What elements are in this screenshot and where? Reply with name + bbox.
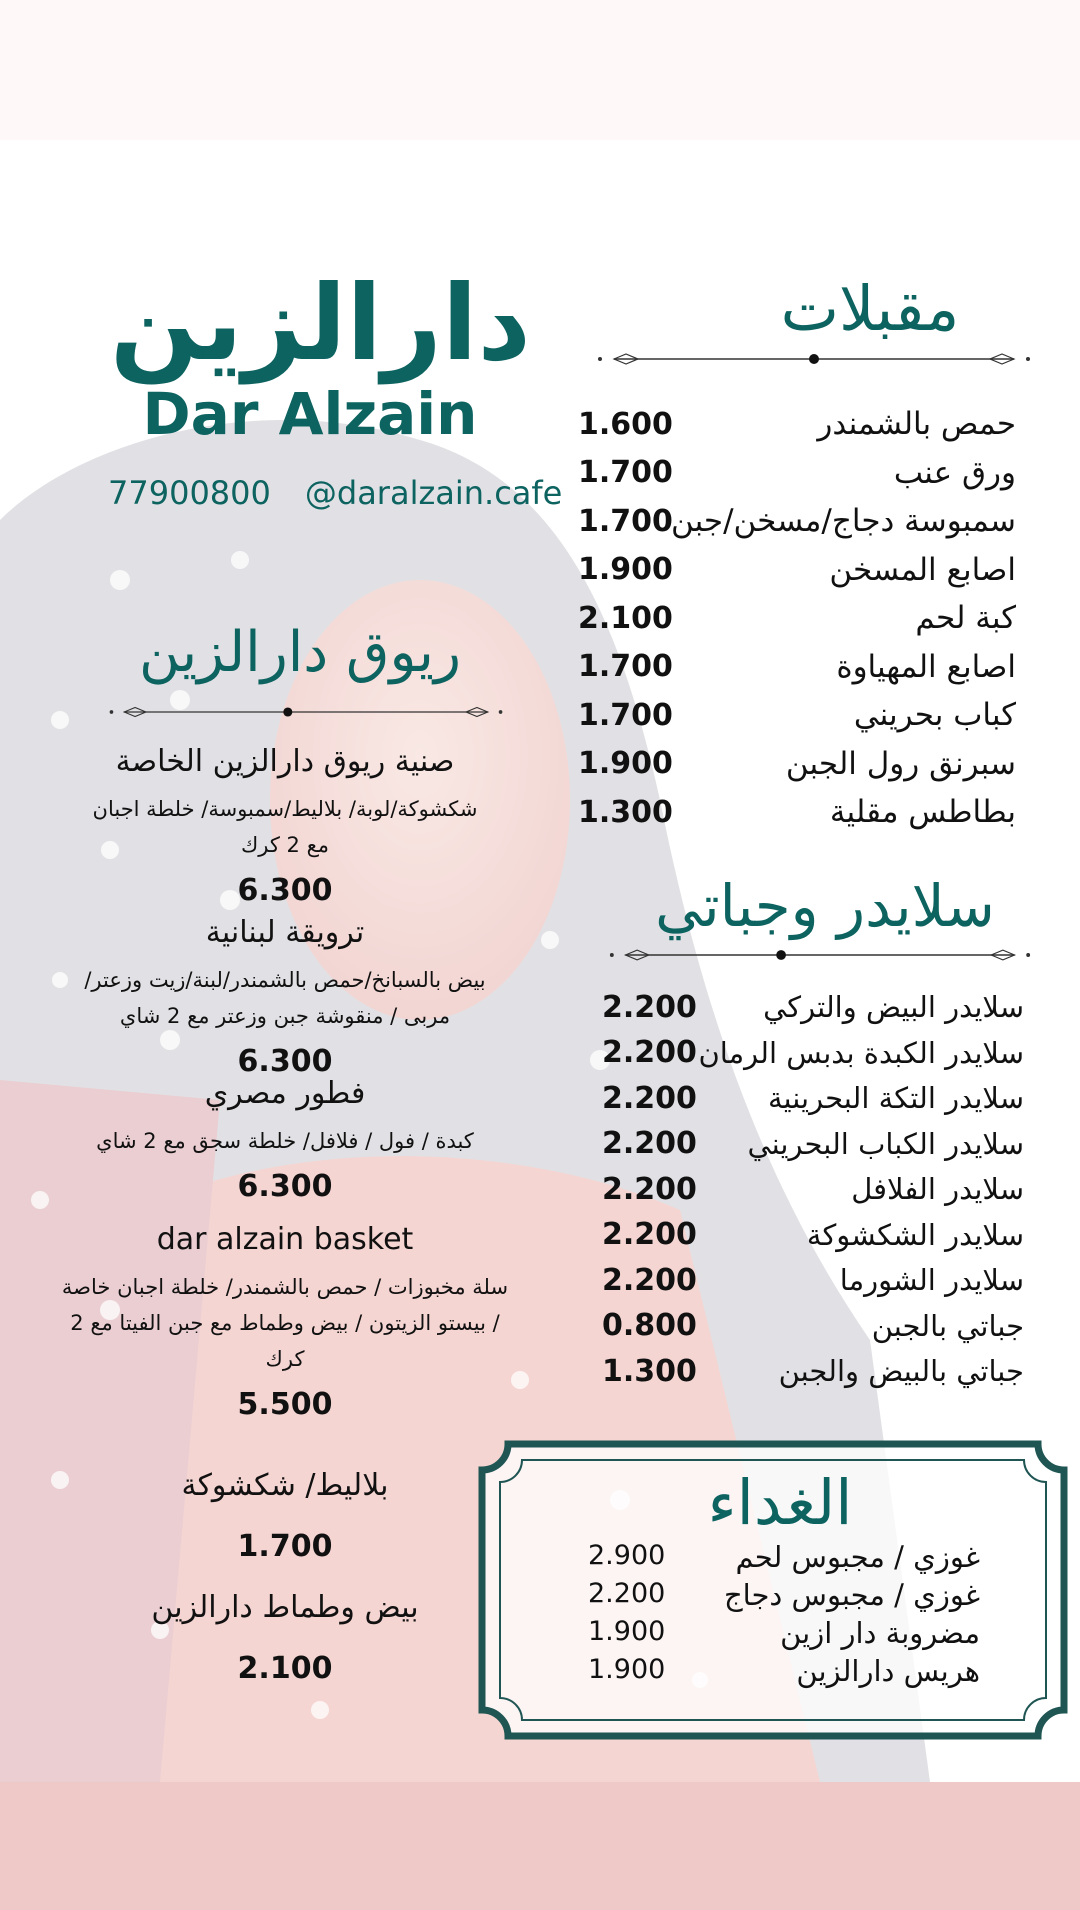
item-name: سبرنق رول الجبن (785, 745, 1016, 782)
menu-item (600, 1032, 1024, 1074)
item-name: بيض وطماط دارالزين (151, 1590, 419, 1625)
menu-item (580, 645, 1016, 689)
menu-item (580, 402, 1016, 446)
item-description (60, 791, 510, 863)
lunch-title: الغداء (707, 1466, 853, 1539)
item-name: بطاطس مقلية (829, 794, 1016, 830)
brand-logo-arabic: دارالزين (110, 262, 531, 384)
item-name: جباتي بالبيض والجبن (778, 1354, 1024, 1388)
description-line: شكشوكة/لوبة/ بلاليط/سمبوسة/ خلطة اجبان (92, 797, 478, 821)
item-name: كبة لحم (915, 600, 1016, 636)
lunch-item (560, 1654, 980, 1690)
item-name: سلايدر الكبدة بدبس الرمان (698, 1035, 1024, 1070)
item-name: ترويقة لبنانية (205, 915, 365, 950)
item-price: 1.700 (578, 697, 673, 733)
item-price: 2.100 (578, 600, 673, 636)
breakfast-item (60, 1590, 510, 1686)
item-price: 1.600 (578, 406, 673, 442)
menu-item (600, 1350, 1024, 1392)
item-price: 1.300 (578, 794, 673, 830)
item-name: هريس دارالزين (796, 1654, 980, 1688)
item-price: 6.300 (237, 873, 333, 908)
description-line: / بيستو الزيتون / بيض وطماط مع جبن الفيتا مع 2 (70, 1311, 500, 1335)
item-name: سلايدر التكة البحرينية (767, 1081, 1024, 1115)
menu-item (600, 1077, 1024, 1119)
phone-number: 77900800 (108, 474, 271, 512)
item-price: 5.500 (237, 1387, 333, 1422)
breakfast-item (60, 1222, 510, 1422)
item-name: سمبوسة دجاج/مسخن/جبن (670, 503, 1016, 539)
menu-item (580, 790, 1016, 834)
item-name: سلايدر البيض والتركي (763, 990, 1024, 1024)
menu-item (580, 596, 1016, 640)
item-price: 2.200 (602, 1035, 697, 1070)
appetizers-title: مقبلات (780, 272, 960, 345)
item-name: سلايدر الكباب البحريني (747, 1126, 1024, 1161)
item-price: 2.200 (602, 989, 697, 1025)
lunch-item (560, 1540, 980, 1576)
item-name: سلايدر الشورما (839, 1263, 1024, 1297)
item-name: اصابع المهياوة (836, 648, 1016, 685)
item-name: ورق عنب (893, 454, 1016, 491)
description-line: مع 2 كرك (240, 833, 330, 857)
item-description (60, 962, 510, 1034)
menu-item (580, 742, 1016, 786)
breakfast-title: ريوق دارالزين (138, 620, 462, 685)
bottom-band (0, 1782, 1080, 1910)
item-price: 1.700 (578, 503, 673, 539)
appetizers-divider (594, 352, 1034, 366)
item-price: 0.800 (602, 1308, 697, 1343)
item-price: 2.200 (602, 1080, 697, 1116)
menu-item (580, 499, 1016, 543)
menu-item (600, 1305, 1024, 1347)
description-line: مربى / منقوشة جبن وزعتر مع 2 شاي (119, 1004, 451, 1028)
menu-item (600, 1168, 1024, 1210)
top-band (0, 0, 1080, 140)
item-price: 2.900 (588, 1540, 666, 1571)
breakfast-divider (106, 705, 506, 719)
menu-item (580, 693, 1016, 737)
breakfast-item (60, 915, 510, 1079)
item-price: 2.200 (602, 1262, 697, 1298)
item-name: مضروبة دار ازين (780, 1616, 980, 1650)
breakfast-item (60, 1076, 510, 1204)
lunch-item (560, 1578, 980, 1614)
menu-item (600, 986, 1024, 1028)
item-name: سلايدر الشكشوكة (806, 1217, 1024, 1252)
description-line: كرك (265, 1347, 305, 1371)
breakfast-item (60, 1468, 510, 1564)
item-price: 2.200 (602, 1126, 697, 1161)
item-name: سلايدر الفلافل (851, 1172, 1024, 1206)
item-name: صنية ريوق دارالزين الخاصة (115, 744, 455, 779)
menu-item (600, 1259, 1024, 1301)
item-name: كباب بحريني (853, 697, 1016, 733)
item-name: غوزي / مجبوس لحم (735, 1540, 980, 1574)
item-price: 6.300 (237, 1169, 333, 1204)
item-name: فطور مصري (204, 1076, 366, 1111)
item-name: غوزي / مجبوس دجاج (723, 1578, 980, 1612)
item-price: 1.700 (578, 455, 673, 490)
item-price: 1.900 (578, 552, 673, 587)
item-price: 2.100 (237, 1651, 333, 1686)
item-name: dar alzain basket (156, 1222, 414, 1257)
menu-item (580, 451, 1016, 495)
item-price: 1.900 (588, 1616, 666, 1647)
instagram-handle: @daralzain.cafe (304, 474, 563, 512)
contact-info (108, 474, 596, 512)
description-line: سلة مخبوزات / حمص بالشمندر/ خلطة اجبان خاصة (61, 1275, 509, 1299)
item-name: اصابع المسخن (829, 551, 1016, 588)
sliders-divider (606, 948, 1034, 962)
item-price: 2.200 (588, 1578, 666, 1609)
item-price: 2.200 (602, 1217, 697, 1252)
item-name: بلاليط/ شكشوكة (181, 1468, 389, 1503)
menu-item (600, 1123, 1024, 1165)
item-price: 1.900 (578, 746, 673, 781)
breakfast-item (60, 744, 510, 908)
menu-item (600, 1214, 1024, 1256)
description-line: كبدة / فول / فلافل/ خلطة سجق مع 2 شاي (96, 1129, 474, 1153)
item-price: 6.300 (237, 1044, 333, 1079)
item-price: 2.200 (602, 1171, 697, 1207)
item-name: جباتي بالجبن (871, 1308, 1024, 1343)
item-description (60, 1269, 510, 1377)
item-price: 1.900 (588, 1654, 666, 1685)
item-name: حمص بالشمندر (817, 406, 1016, 442)
item-price: 1.700 (578, 649, 673, 684)
item-price: 1.300 (602, 1353, 697, 1389)
menu-item (580, 548, 1016, 592)
brand-logo-english: Dar Alzain (142, 380, 478, 448)
description-line: بيض بالسبانخ/حمص بالشمندر/لبنة/زيت وزعتر/ (84, 968, 486, 992)
sliders-title: سلايدر وجباتي (655, 872, 995, 940)
item-price: 1.700 (237, 1529, 333, 1564)
item-description (60, 1123, 510, 1159)
lunch-item (560, 1616, 980, 1652)
